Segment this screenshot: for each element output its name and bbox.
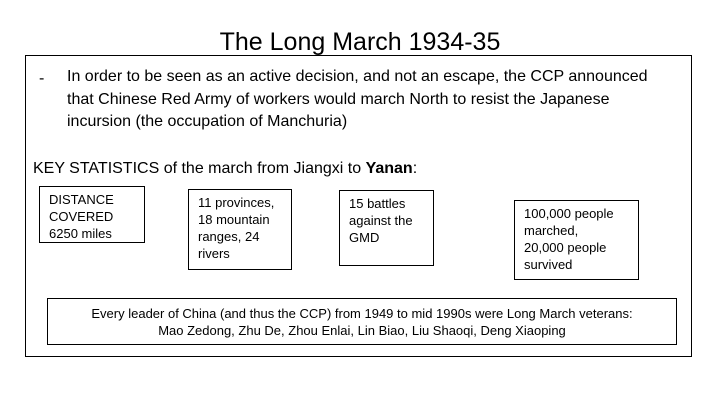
stat-line: 20,000 people bbox=[524, 240, 607, 255]
stat-line: DISTANCE bbox=[49, 192, 114, 207]
stat-line: COVERED bbox=[49, 209, 114, 224]
stat-line: 100,000 people bbox=[524, 206, 614, 221]
stat-line: survived bbox=[524, 257, 573, 272]
stat-line: GMD bbox=[349, 230, 380, 245]
stat-line: rivers bbox=[198, 246, 230, 261]
stat-line: 11 provinces, bbox=[198, 195, 275, 210]
stat-line: 6250 miles bbox=[49, 226, 112, 241]
slide-title: The Long March 1934-35 bbox=[219, 28, 501, 56]
bullet-text: In order to be seen as an active decision, and not an escape, the CCP announced that Chinese Red Army of workers would march North to resist the Japanese incursion (the occupation of Manchuria) bbox=[67, 68, 648, 130]
stat-line: ranges, 24 bbox=[198, 229, 260, 244]
stat-box-distance bbox=[39, 186, 145, 243]
key-statistics-destination: Yanan bbox=[365, 160, 413, 177]
stat-box-battles bbox=[339, 190, 434, 266]
stat-line: 18 mountain bbox=[198, 212, 270, 227]
stat-line: against the bbox=[349, 213, 413, 228]
bullet-marker: - bbox=[39, 70, 45, 87]
stat-box-people bbox=[514, 200, 639, 280]
leaders-line-1: Every leader of China (and thus the CCP) from 1949 to mid 1990s were Long March veterans: bbox=[91, 306, 633, 321]
key-statistics-suffix: : bbox=[412, 160, 418, 177]
stat-line: 15 battles bbox=[349, 196, 406, 211]
key-statistics-heading bbox=[33, 158, 417, 180]
leaders-line-2: Mao Zedong, Zhu De, Zhou Enlai, Lin Biao, Liu Shaoqi, Deng Xiaoping bbox=[158, 323, 566, 338]
leaders-box bbox=[47, 298, 677, 345]
stat-box-terrain bbox=[188, 189, 292, 270]
stat-line: marched, bbox=[524, 223, 579, 238]
key-statistics-prefix: KEY STATISTICS of the march from Jiangxi to bbox=[33, 160, 366, 177]
